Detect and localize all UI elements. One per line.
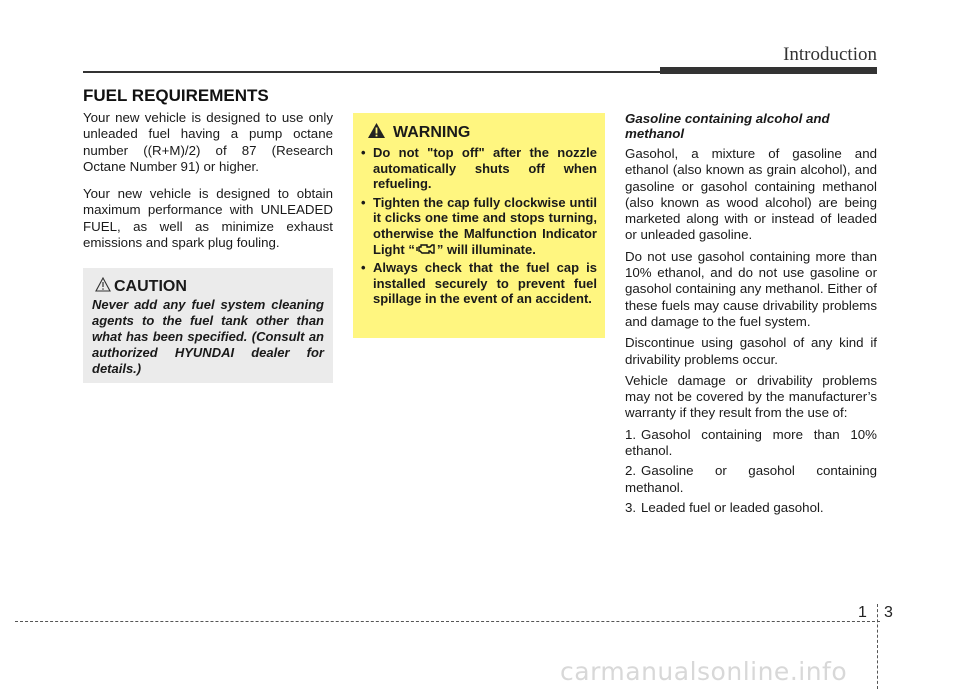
list-item <box>625 463 877 496</box>
header-title: Introduction <box>783 44 877 65</box>
gasohol-paragraph-1: Gasohol, a mixture of gasoline and ethanol (also known as grain alcohol), and gasoline or gasohol containing methanol (also known as wood alcohol) are being marketed along with or instead of leaded or unleaded gasoline. <box>625 146 877 243</box>
caution-box <box>83 268 333 383</box>
caution-text: Never add any fuel system cleaning agents to the fuel tank other than what has been specified. (Consult an authorized HYUNDAI dealer for details.) <box>92 297 324 376</box>
section-title: FUEL REQUIREMENTS <box>83 86 269 105</box>
list-number: 3. <box>625 499 637 515</box>
gasohol-paragraph-3: Discontinue using gasohol of any kind if drivability problems occur. <box>625 335 877 367</box>
header-rule-thick <box>660 67 877 74</box>
warning-item <box>359 195 597 257</box>
caution-heading: CAUTION <box>114 278 187 295</box>
list-number: 1. <box>625 426 637 442</box>
list-text: Gasoline or gasohol containing methanol. <box>625 463 877 495</box>
left-column <box>83 110 333 251</box>
page-number: 3 <box>884 604 893 621</box>
list-text: Leaded fuel or leaded gasohol. <box>641 499 824 515</box>
warning-item-suffix: ” will illuminate. <box>436 241 536 257</box>
footer-vertical-dashed-rule <box>877 604 878 689</box>
warning-item: • Do not "top off" after the nozzle automatically shuts off when refueling. <box>359 145 597 192</box>
gasohol-paragraph-2: Do not use gasohol containing more than 10% ethanol, and do not use gasoline or gasohol containing any methanol. Either of these fuels may cause drivability problems and damage to the fuel system. <box>625 248 877 329</box>
list-item <box>625 427 877 460</box>
intro-paragraph-2: Your new vehicle is designed to obtain maximum performance with UNLEADED FUEL, as well as minimize exhaust emissions and spark plug fouling. <box>83 186 333 251</box>
warning-heading: WARNING <box>393 124 471 141</box>
warning-item-text: Tighten the cap fully clockwise until it clicks one time and stops turning, otherwise the Malfunction Indicator Light “ <box>373 194 597 257</box>
warning-list <box>359 145 597 310</box>
header-rule-thin <box>83 71 663 73</box>
chapter-number: 1 <box>858 604 867 621</box>
engine-check-icon <box>416 243 436 255</box>
list-item <box>625 500 877 516</box>
list-text: Gasohol containing more than 10% ethanol. <box>625 426 877 459</box>
intro-paragraph-1: Your new vehicle is designed to use only unleaded fuel having a pump octane number ((R+M)/2) of 87 (Research Octane Number 91) or higher. <box>83 110 333 174</box>
warning-item: • Always check that the fuel cap is installed securely to prevent fuel spillage in the event of an accident. <box>359 260 597 307</box>
footer-dashed-rule <box>15 621 880 622</box>
warning-box <box>353 113 605 338</box>
fuel-list <box>625 427 877 516</box>
warning-triangle-icon <box>367 122 386 139</box>
caution-triangle-icon <box>95 277 111 292</box>
list-number: 2. <box>625 463 637 479</box>
gasohol-paragraph-4: Vehicle damage or drivability problems may not be covered by the manufacturer’s warranty if they result from the use of: <box>625 372 877 421</box>
subsection-title: Gasoline containing alcohol and methanol <box>625 111 830 141</box>
right-column <box>625 111 877 520</box>
watermark: carmanualsonline.info <box>560 657 848 686</box>
